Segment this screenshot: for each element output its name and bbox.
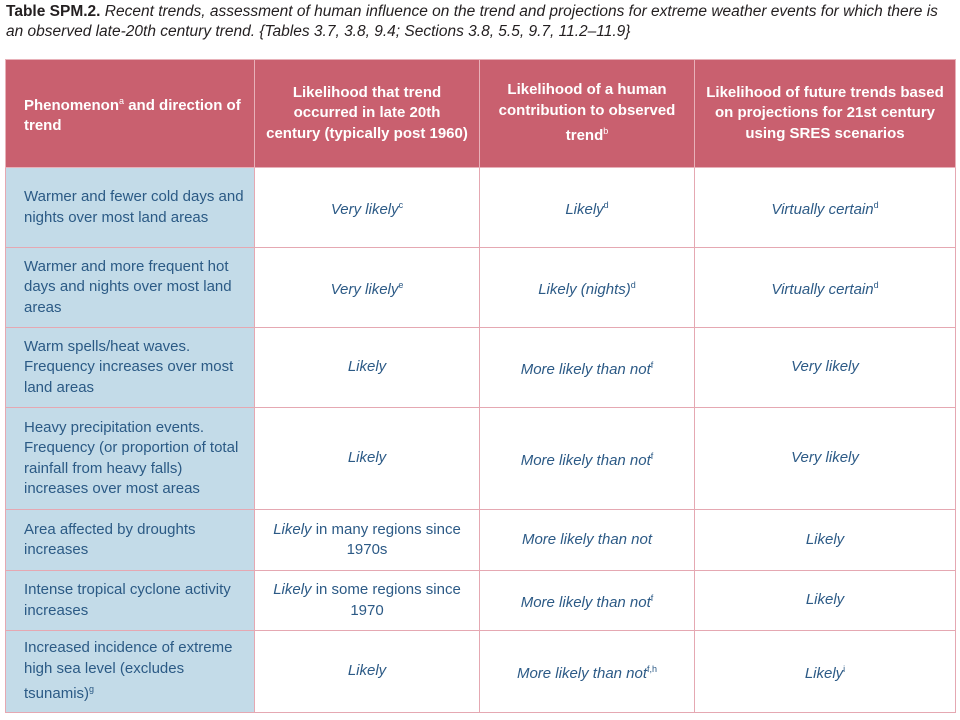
phenomenon-cell: Warm spells/heat waves. Frequency increases over most land areas [6,328,255,408]
human-cell: More likely than not$^f$ [480,571,695,631]
header-future-trends: Likelihood of future trends based on projections for 21st century using SRES scenarios [695,60,956,168]
human-cell: More likely than not [480,510,695,571]
caption-refs: {Tables 3.7, 3.8, 9.4; Sections 3.8, 5.5, 9.7, 11.2–11.9} [255,23,631,40]
trend-cell: Likely [255,631,480,713]
trend-cell: Very likely$^c$ [255,168,480,248]
table-row [6,328,956,408]
human-cell: More likely than not$^f$ [480,408,695,510]
header-phenomenon: Phenomenon$^a$ and direction of trend [6,60,255,168]
phenomenon-cell: Heavy precipitation events. Frequency (or proportion of total rainfall from heavy falls) increases over most areas [6,408,255,510]
phenomenon-cell: Intense tropical cyclone activity increases [6,571,255,631]
table-row [6,168,956,248]
human-cell: Likely (nights)$^d$ [480,248,695,328]
table-caption [6,2,956,42]
trend-cell: Likely in some regions since 1970 [255,571,480,631]
table-row [6,248,956,328]
future-cell: Virtually certain$^d$ [695,248,956,328]
table-row [6,631,956,713]
table-row [6,571,956,631]
future-cell: Very likely [695,328,956,408]
human-cell: Likely$^d$ [480,168,695,248]
header-row [6,60,956,168]
phenomenon-cell: Increased incidence of extreme high sea level (excludes tsunamis)$^g$ [6,631,255,713]
phenomenon-cell: Warmer and fewer cold days and nights over most land areas [6,168,255,248]
caption-text: Recent trends, assessment of human influence on the trend and projections for extreme weather events for which there is an observed late-20th century trend. [6,3,938,40]
trend-cell: Likely in many regions since 1970s [255,510,480,571]
future-cell: Virtually certain$^d$ [695,168,956,248]
future-cell: Likely [695,510,956,571]
trend-cell: Likely [255,328,480,408]
header-trend-likelihood: Likelihood that trend occurred in late 20th century (typically post 1960) [255,60,480,168]
human-cell: More likely than not$^{f,h}$ [480,631,695,713]
future-cell: Likely$^i$ [695,631,956,713]
phenomenon-cell: Warmer and more frequent hot days and nights over most land areas [6,248,255,328]
header-human-contribution: Likelihood of a human contribution to observed trend$^b$ [480,60,695,168]
table-row [6,408,956,510]
future-cell: Likely [695,571,956,631]
trend-cell: Likely [255,408,480,510]
trend-cell: Very likely$^e$ [255,248,480,328]
phenomenon-cell: Area affected by droughts increases [6,510,255,571]
human-cell: More likely than not$^f$ [480,328,695,408]
table-row [6,510,956,571]
extreme-weather-table [5,59,956,713]
future-cell: Very likely [695,408,956,510]
table-label: Table SPM.2. [6,3,101,20]
